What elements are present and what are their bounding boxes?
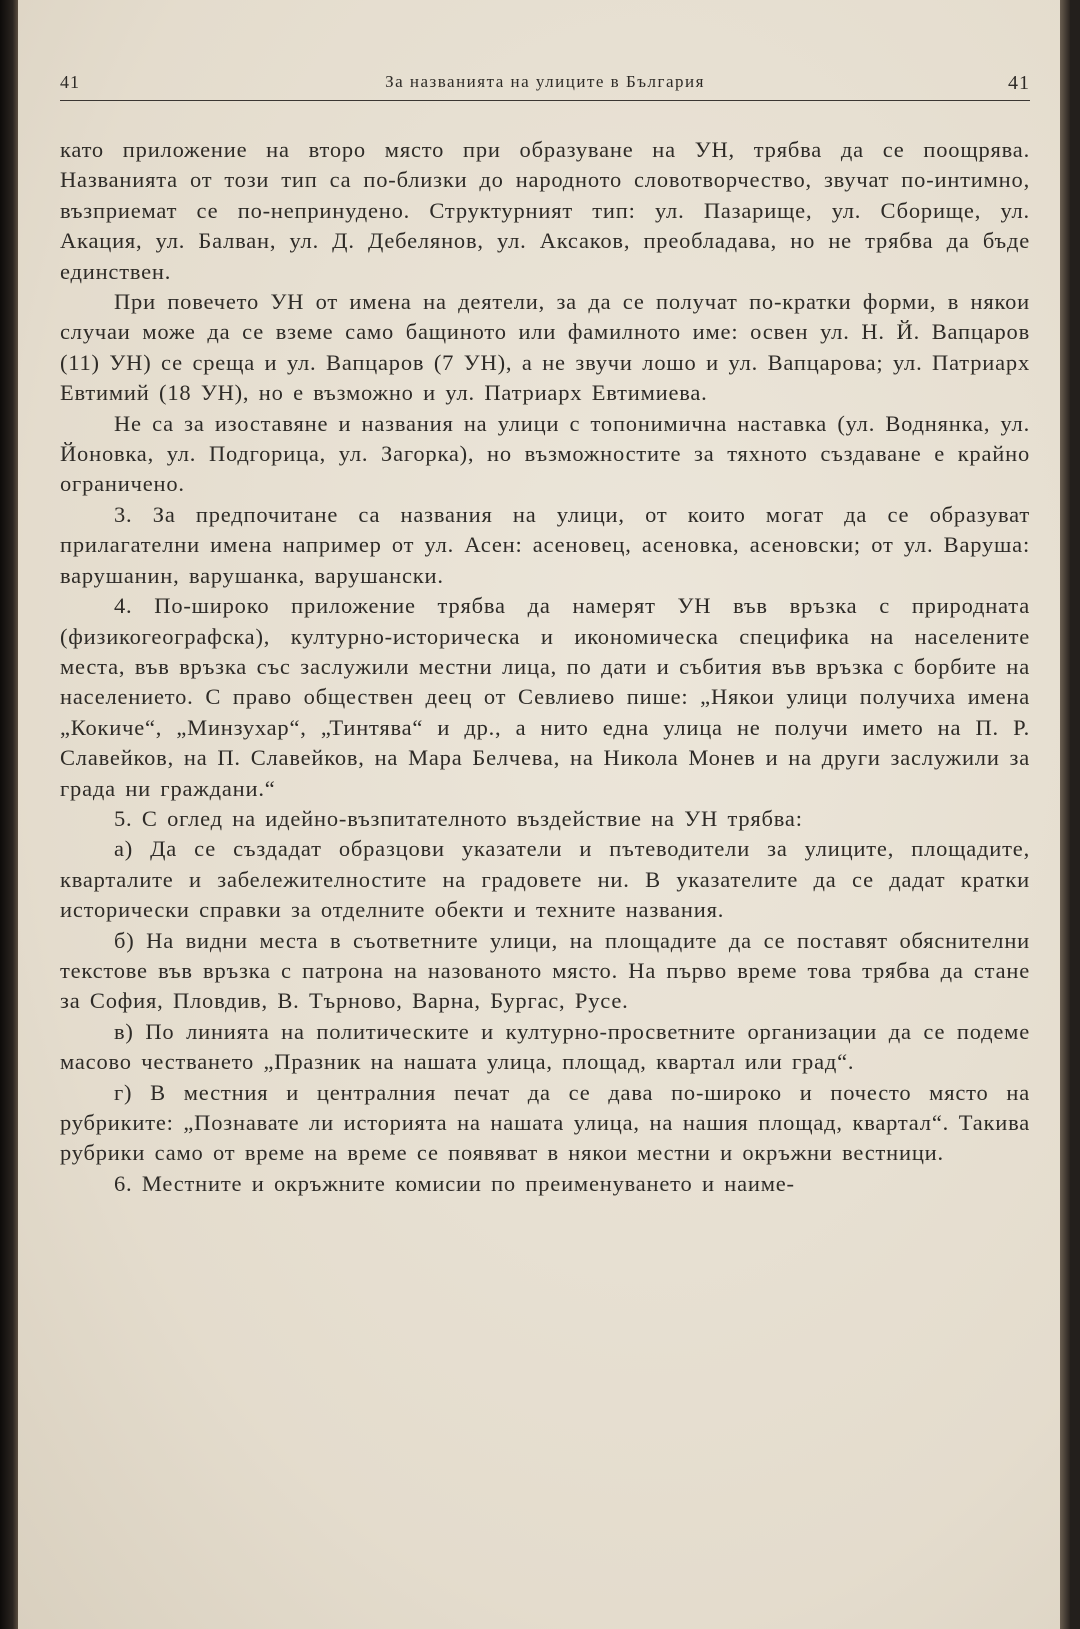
paragraph: Не са за изоставяне и названия на улици с топонимична наставка (ул. Воднянка, ул. Йоновка, ул. Подгорица, ул. Загорка), но възможностите за тяхното създаване е крайно ограничено.: [60, 410, 1030, 497]
header-rule: [60, 100, 1030, 101]
book-spine-shadow: [0, 0, 18, 1629]
sub-paragraph: б) На видни места в съответните улици, на площадите да се поставят обяснителни текстове във връзка с патрона на назованото място. На първо време това трябва да стане за София, Пловдив, В. Търново, Варна, Бургас, Русе.: [60, 927, 1030, 1014]
paragraph: като приложение на второ място при образуване на УН, трябва да се поощрява. Названията от този тип са по-близки до народното словотворчество, звучат по-интимно, възприемат се по-непринудено. Структурният тип: ул. Пазарище, ул. Сборище, ул. Акация, ул. Балван, ул. Д. Дебелянов, ул. Аксаков, преобладава, но не трябва да бъде единствен.: [60, 137, 1030, 284]
page-number-left: 41: [60, 72, 80, 92]
paragraph: 5. С оглед на идейно-възпитателното въздействие на УН трябва:: [114, 805, 803, 831]
paragraph: 4. По-широко приложение трябва да намерят УН във връзка с природната (физикогеографска), културно-историческа и икономическа специфика на населените места, във връзка със заслужили местни лица, по дати и събития във връзка с борбите на населението. С право обществен деец от Севлиево пише: „Някои улици получиха имена „Кокиче“, „Минзухар“, „Тинтява“ и др., а нито една улица не получи името на П. Р. Славейков, на П. Славейков, на Мара Белчева, на Никола Монев и на други заслужили за града ни граждани.“: [60, 593, 1030, 801]
sub-paragraph: в) По линията на политическите и културно-просветните организации да се подеме масово честването „Празник на нашата улица, площад, квартал или град“.: [60, 1018, 1030, 1075]
sub-paragraph: а) Да се създадат образцови указатели и пътеводители за улиците, площадите, кварталите и забележителностите на градовете ни. В указателите да се дадат кратки исторически справки за отделните обекти и техните названия.: [60, 836, 1030, 923]
page-edge-shadow: [1060, 0, 1070, 1629]
running-header: [60, 72, 1030, 102]
book-page: [18, 0, 1070, 1629]
paragraph: 6. Местните и окръжните комисии по преименуването и наиме-: [114, 1170, 795, 1196]
paragraph: 3. За предпочитане са названия на улици, от които могат да се образуват прилагателни имена например от ул. Асен: асеновец, асеновка, асеновски; от ул. Варуша: варушанин, варушанка, варушански.: [60, 501, 1030, 588]
sub-paragraph: г) В местния и централния печат да се дава по-широко и почесто място на рубриките: „Познавате ли историята на нашата улица, на нашия площад, квартал“. Такива рубрики само от време на време се появяват в някои местни и окръжни вестници.: [60, 1079, 1030, 1166]
paragraph: При повечето УН от имена на деятели, за да се получат по-кратки форми, в някои случаи може да се вземе само бащиното или фамилното име: освен ул. Н. Й. Вапцаров (11) УН) се среща и ул. Вапцаров (7 УН), а не звучи лошо и ул. Вапцарова; ул. Патриарх Евтимий (18 УН), но е възможно и ул. Патриарх Евтимиева.: [60, 289, 1030, 406]
page-body: [60, 135, 1030, 1199]
page-number-right: 41: [1008, 72, 1030, 94]
running-title: За названията на улиците в България: [385, 72, 705, 91]
